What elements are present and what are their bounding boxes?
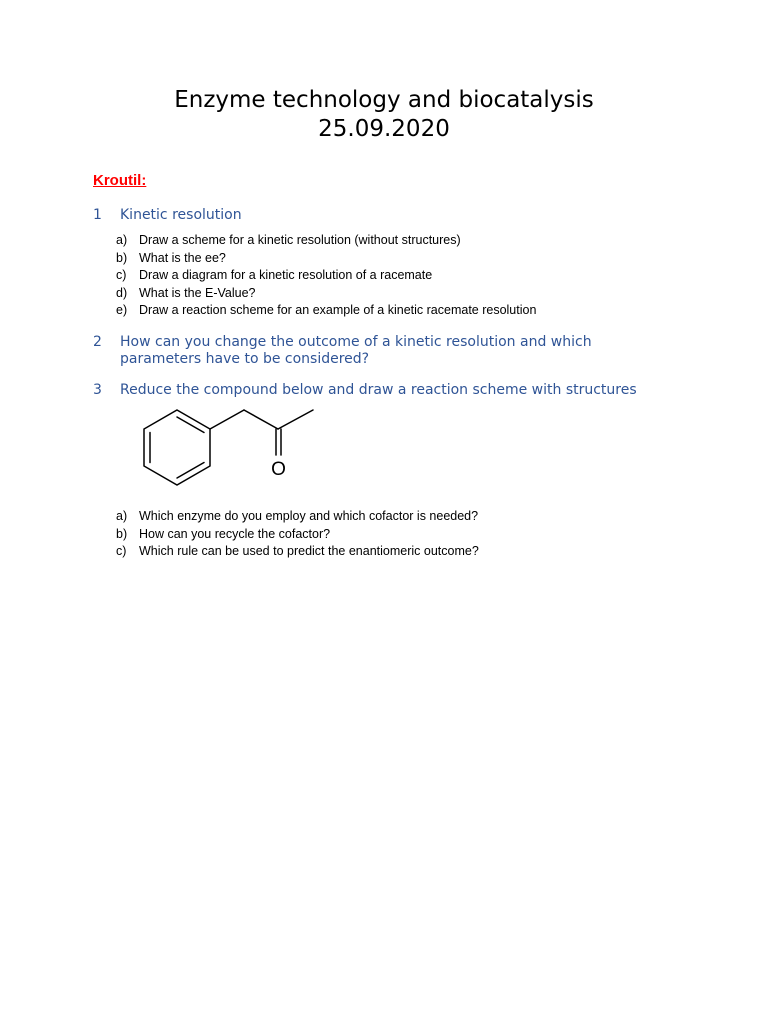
list-item-text: How can you recycle the cofactor? — [139, 526, 331, 541]
carbonyl-carbon-bond — [244, 410, 278, 429]
oxygen-label: O — [271, 459, 286, 480]
question-text: Reduce the compound below and draw a reaction scheme with structures — [120, 382, 637, 398]
benzene-ring — [144, 410, 210, 485]
title-line-2: 25.09.2020 — [318, 116, 450, 142]
list-item-letter: e) — [116, 303, 128, 318]
list-item-letter: b) — [116, 526, 128, 541]
question-number: 1 — [93, 207, 102, 223]
ch2-bond — [210, 410, 244, 429]
methyl-bond — [278, 410, 313, 429]
document-title — [0, 86, 768, 144]
list-item-letter: c) — [116, 268, 127, 283]
list-item-text: Draw a diagram for a kinetic resolution of a racemate — [139, 268, 433, 283]
list-item-text: What is the ee? — [139, 250, 226, 265]
title-line-1: Enzyme technology and biocatalysis — [174, 87, 594, 113]
question-text: Kinetic resolution — [120, 207, 242, 223]
list-item-letter: b) — [116, 250, 128, 265]
list-item-letter: d) — [116, 285, 128, 300]
list-item-letter: a) — [116, 509, 128, 523]
question-number: 2 — [93, 334, 102, 350]
list-item-letter: c) — [116, 544, 127, 559]
list-item-letter: a) — [116, 233, 128, 247]
list-item-text: Which enzyme do you employ and which cofactor is needed? — [139, 509, 479, 523]
author-heading: Kroutil: — [93, 172, 147, 189]
list-item-text: Draw a scheme for a kinetic resolution (without structures) — [139, 233, 461, 247]
question-text: How can you change the outcome of a kinetic resolution and which parameters have to be considered? — [120, 334, 592, 367]
question-number: 3 — [93, 382, 102, 398]
phenylacetone-structure — [135, 403, 320, 488]
list-item-text: Which rule can be used to predict the enantiomeric outcome? — [139, 544, 479, 559]
list-item-text: What is the E-Value? — [139, 285, 256, 300]
list-item-text: Draw a reaction scheme for an example of a kinetic racemate resolution — [139, 303, 537, 318]
